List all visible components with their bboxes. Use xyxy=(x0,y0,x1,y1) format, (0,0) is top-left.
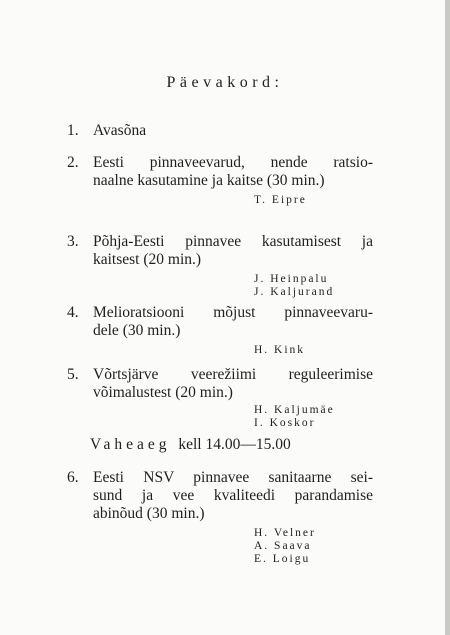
item-number: 1. xyxy=(67,122,79,139)
item-topic-line: abinõud (30 min.) xyxy=(93,505,205,522)
item-number: 3. xyxy=(67,233,79,250)
break-line xyxy=(90,436,291,454)
item-topic-line: Avasõna xyxy=(93,122,147,139)
agenda-item-4 xyxy=(67,304,373,357)
break-time: kell 14.00—15.00 xyxy=(178,436,291,453)
item-number: 6. xyxy=(67,469,79,486)
break-label: Vaheaeg xyxy=(90,436,171,453)
item-topic-line: sund ja vee kvaliteedi parandamise xyxy=(93,487,373,504)
item-topic-line: võimalustest (20 min.) xyxy=(93,384,233,401)
item-topic xyxy=(93,469,373,523)
item-topic xyxy=(93,122,373,140)
speaker-list xyxy=(254,344,373,357)
agenda-item-2 xyxy=(67,154,373,207)
speaker-name: A. Saava xyxy=(254,540,312,552)
speaker-name: J. Heinpalu xyxy=(254,273,329,285)
speaker-name: H. Kaljumäe xyxy=(254,404,335,416)
agenda-item-6 xyxy=(67,469,373,566)
speaker-list xyxy=(254,194,373,207)
item-topic-line: Võrtsjärve veerežiimi reguleerimise xyxy=(93,366,373,383)
speaker-name: I. Koskor xyxy=(254,417,316,429)
speaker-list xyxy=(254,404,373,430)
agenda-item-5 xyxy=(67,366,373,430)
item-topic-line: Eesti pinnaveevarud, nende ratsio- xyxy=(93,154,373,171)
item-topic-line: Melioratsiooni mõjust pinnaveevaru- xyxy=(93,304,373,321)
item-topic-line: naalne kasutamine ja kaitse (30 min.) xyxy=(93,172,325,189)
agenda-item-3 xyxy=(67,233,373,299)
item-number: 5. xyxy=(67,366,79,383)
agenda-item-1 xyxy=(67,122,373,140)
speaker-list xyxy=(254,527,373,566)
item-number: 4. xyxy=(67,304,79,321)
speaker-name: T. Eipre xyxy=(254,194,307,206)
page-title: Päevakord: xyxy=(166,74,284,91)
speaker-name: H. Kink xyxy=(254,344,306,356)
item-topic xyxy=(93,233,373,269)
item-topic-line: Eesti NSV pinnavee sanitaarne sei- xyxy=(93,469,373,486)
item-topic-line: Põhja-Eesti pinnavee kasutamisest ja xyxy=(93,233,373,250)
speaker-name: J. Kaljurand xyxy=(254,286,335,298)
speaker-list xyxy=(254,273,373,299)
item-number: 2. xyxy=(67,154,79,171)
item-topic xyxy=(93,154,373,190)
speaker-name: E. Loigu xyxy=(254,553,311,565)
item-topic xyxy=(93,366,373,402)
item-topic-line: dele (30 min.) xyxy=(93,322,181,339)
speaker-name: H. Velner xyxy=(254,527,316,539)
item-topic xyxy=(93,304,373,340)
item-topic-line: kaitsest (20 min.) xyxy=(93,251,202,268)
